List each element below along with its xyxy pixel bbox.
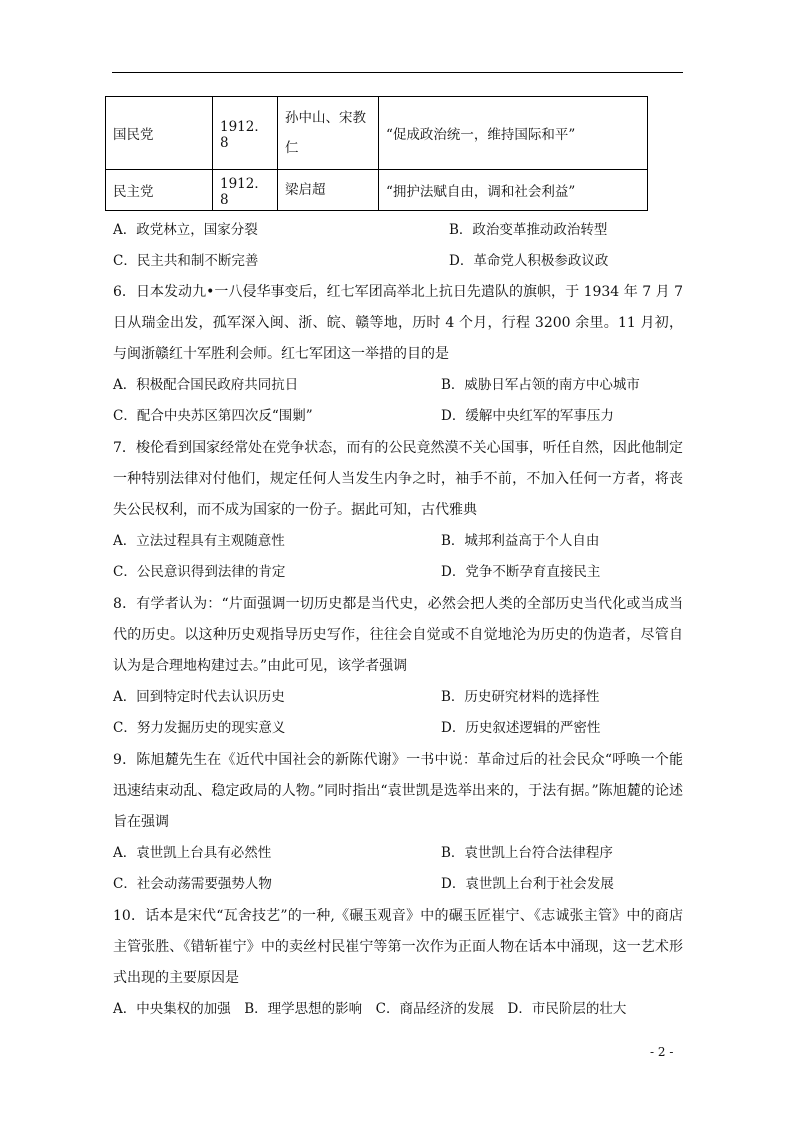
q6-option-a: A．积极配合国民政府共同抗日 <box>113 377 299 393</box>
page-number: - 2 - <box>650 1045 674 1059</box>
header-rule <box>112 72 683 73</box>
q9-option-a: A．袁世凯上台具有必然性 <box>113 845 272 861</box>
q5-option-a: A．政党林立，国家分裂 <box>113 222 258 238</box>
party-name-cell: 国民党 <box>106 97 213 170</box>
party-table <box>105 96 648 211</box>
table-row <box>106 97 648 170</box>
question-7-stem: 7．梭伦看到国家经常处在党争状态，而有的公民竟然漠不关心国事，听任自然，因此他制定一种特别法律对付他们，规定任何人当发生内争之时，袖手不前，不加入任何一方者，将丧失公民权利，而不成为国家的一份子。据此可知，古代雅典 <box>113 440 683 518</box>
slogan-cell: “拥护法赋自由，调和社会利益” <box>379 170 648 211</box>
founder-cell: 梁启超 <box>278 170 379 211</box>
q6-option-c: C．配合中央苏区第四次反“围剿” <box>113 408 313 424</box>
q8-option-d: D．历史叙述逻辑的严密性 <box>441 720 601 736</box>
q8-option-b: B．历史研究材料的选择性 <box>441 689 600 705</box>
table-row <box>106 170 648 211</box>
q6-option-b: B．威胁日军占领的南方中心城市 <box>441 377 640 393</box>
date-cell: 1912．8 <box>213 170 278 211</box>
q9-option-d: D．袁世凯上台利于社会发展 <box>441 876 614 892</box>
founder-cell: 孙中山、宋教仁 <box>278 97 379 170</box>
q7-option-b: B．城邦利益高于个人自由 <box>441 533 600 549</box>
q7-option-d: D．党争不断孕育直接民主 <box>441 564 601 580</box>
q6-option-d: D．缓解中央红军的军事压力 <box>441 408 614 424</box>
q8-option-a: A．回到特定时代去认识历史 <box>113 689 285 705</box>
q8-option-c: C．努力发掘历史的现实意义 <box>113 720 286 736</box>
q5-option-d: D．革命党人积极参政议政 <box>449 253 609 269</box>
question-10-stem: 10．话本是宋代“瓦舍技艺”的一种,《碾玉观音》中的碾玉匠崔宁、《志诚张主管》中的商店主管张胜、《错斩崔宁》中的卖丝村民崔宁等第一次作为正面人物在话本中涌现，这一艺术形式出现的主要原因是 <box>113 908 683 986</box>
q5-option-b: B．政治变革推动政治转型 <box>449 222 608 238</box>
q5-option-c: C．民主共和制不断完善 <box>113 253 259 269</box>
q9-option-b: B．袁世凯上台符合法律程序 <box>441 845 613 861</box>
q10-options: A．中央集权的加强 B．理学思想的影响 C．商品经济的发展 D．市民阶层的壮大 <box>113 1001 627 1017</box>
slogan-cell: “促成政治统一，维持国际和平” <box>379 97 648 170</box>
q7-option-a: A．立法过程具有主观随意性 <box>113 533 285 549</box>
date-cell: 1912．8 <box>213 97 278 170</box>
question-6-stem: 6．日本发动九•一八侵华事变后，红七军团高举北上抗日先遣队的旗帜，于 1934 年 7 月 7 日从瑞金出发，孤军深入闽、浙、皖、赣等地，历时 4 个月，行程 3200 余里。11 月初，与闽浙赣红十军胜利会师。红七军团这一举措的目的是 <box>113 284 683 362</box>
question-8-stem: 8．有学者认为：“片面强调一切历史都是当代史，必然会把人类的全部历史当代化或当成当代的历史。以这种历史观指导历史写作，往往会自觉或不自觉地沦为历史的伪造者，尽管自认为是合理地构建过去。”由此可见，该学者强调 <box>113 596 683 674</box>
q7-option-c: C．公民意识得到法律的肯定 <box>113 564 286 580</box>
q9-option-c: C．社会动荡需要强势人物 <box>113 876 272 892</box>
question-9-stem: 9．陈旭麓先生在《近代中国社会的新陈代谢》一书中说：革命过后的社会民众“呼唤一个能迅速结束动乱、稳定政局的人物。”同时指出“袁世凯是选举出来的，于法有据。”陈旭麓的论述旨在强调 <box>113 752 683 830</box>
party-name-cell: 民主党 <box>106 170 213 211</box>
